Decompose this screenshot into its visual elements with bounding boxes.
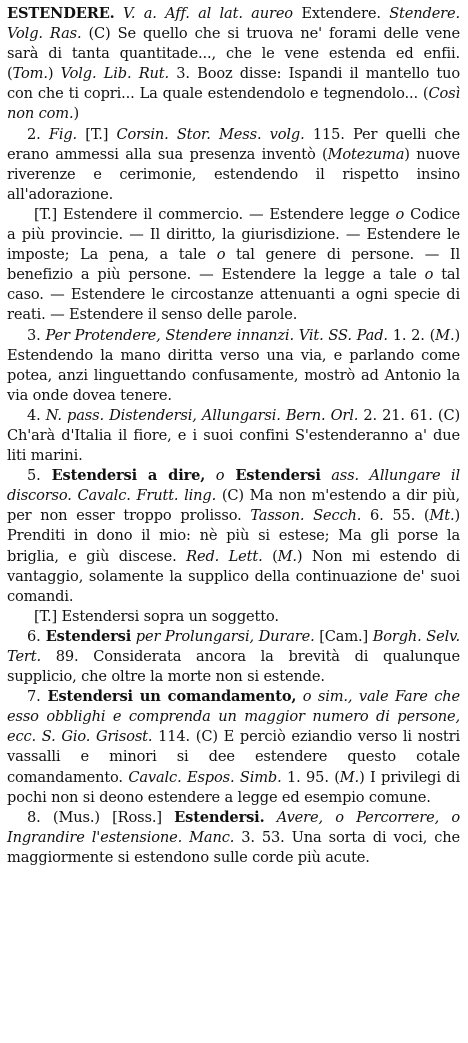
text: ) Estendendo la mano diritta verso una via, e parlando come potea, anzi linguettando confusamente, mostrò ad Antonio la via onde dovea tenere. (7, 326, 460, 404)
text: 6. 55. ( (361, 507, 430, 525)
citation: M. (277, 547, 297, 565)
text: Codice a più provincie. — Il diritto, la giurisdizione. — Estendere le imposte; La pena, a tale (7, 205, 460, 264)
citation: Red. Lett. (186, 547, 263, 565)
text: 1. 2. ( (387, 326, 436, 344)
sense-label: per Prolungarsi, Durare. (131, 627, 315, 645)
sense-label: ass. Allungare il discorso. Cavalc. Frutt. ling. (7, 467, 460, 505)
entry-paragraph-5 (7, 466, 460, 607)
entry-paragraph-6 (7, 627, 460, 687)
citation: M. (339, 768, 360, 786)
citation: Corsin. Stor. Mess. volg. (116, 125, 305, 143)
citation: Mt. (429, 507, 455, 525)
entry-paragraph-5b (7, 607, 460, 627)
text: 2. 21. 61. (C) Ch'arà d'Italia il fiore, e i suoi confini S'estenderanno a' due liti marini. (7, 406, 460, 465)
text: [T.] Estendere il commercio. — Estendere legge (34, 205, 396, 223)
citation: Volg. Lib. Rut. (60, 65, 170, 83)
text: ) (47, 65, 61, 83)
conjunction: o (216, 246, 226, 264)
text: 89. Considerata ancora la brevità di qualunque supplicio, che oltre la morte non si estende. (7, 648, 460, 686)
text: ) Prenditi in dono il mio: nè più si estese; Ma gli porse la briglia, e giù discese. (7, 507, 460, 565)
sense-number: 4. (27, 406, 41, 424)
sense-label: o sim., vale Fare che esso obblighi e comprenda un maggior numero di persone, ecc. S. Gio. Grisost. (7, 688, 460, 746)
sense-number: 3. (27, 326, 41, 344)
sense-label: Per Protendere, Stendere innanzi. Vit. SS. Pad. (40, 326, 388, 344)
text: ) Non mi estendo di vantaggio, solamente la supplico della continuazione de' suoi comandi. (7, 547, 460, 605)
citation: Tasson. Secch. (250, 507, 362, 525)
sense-label: Avere, o Percorrere, o Ingrandire l'estensione. Manc. (7, 808, 461, 846)
text: ) (73, 105, 80, 123)
text: [T.] Estendersi sopra un soggetto. (34, 607, 279, 625)
text: Extendere. (292, 5, 390, 22)
entry-paragraph-2b (7, 205, 460, 326)
grammar-note: V. a. Aff. al lat. aureo (123, 5, 293, 22)
phrase: Estendersi un comandamento, (40, 688, 297, 706)
text: ) I privilegi di pochi non si deono estendere a legge ed esempio comune. (7, 768, 461, 806)
text: tal genere di persone. — Il benefizio a più persone. — Estendere la legge a tale (7, 246, 461, 284)
phrase: Estendersi a dire, (40, 467, 206, 485)
entry-paragraph-1 (7, 4, 460, 125)
citation: Borgh. Selv. Tert. (7, 627, 460, 665)
text: ( (262, 547, 278, 565)
sense-number: 8. (27, 808, 41, 826)
citation: Motezuma (327, 145, 405, 163)
text: 115. Per quelli che erano ammessi alla sua presenza inventò ( (7, 125, 460, 163)
phrase: Estendersi. (174, 808, 265, 826)
sense-number: 6. (27, 627, 41, 645)
phrase: Estendersi (224, 467, 321, 485)
sense-label: N. pass. Distendersi, Allungarsi. Bern. Orl. (40, 406, 359, 424)
citation: Stendere. Volg. Ras. (7, 5, 460, 43)
text: (C) Ma non m'estendo a dir più, per non esser troppo prolisso. (7, 487, 460, 525)
text: [Cam.] (314, 627, 373, 645)
text: 1. 95. ( (281, 768, 340, 786)
conjunction: o (395, 205, 405, 223)
sense-label: Fig. (40, 125, 78, 143)
entry-paragraph-8 (7, 808, 460, 868)
text: 3. 53. Una sorta di voci, che maggiormente si estendono sulle corde più acute. (7, 828, 460, 866)
conjunction: o (205, 467, 225, 485)
text: (C) Se quello che si truova ne' forami delle vene sarà di tanta quantitade..., che le vene estenda ed enfii. ( (7, 25, 460, 83)
conjunction: o (424, 266, 434, 284)
sense-number: 2. (27, 125, 41, 143)
citation: Cavalc. Espos. Simb. (128, 768, 282, 786)
text: ) nuove riverenze e cerimonie, estendendo il rispetto insino all'adorazione. (7, 145, 460, 203)
text: 3. Booz disse: Ispandi il mantello tuo con che ti copri... La quale estendendolo e tegnendolo... ( (7, 65, 460, 103)
entry-paragraph-3 (7, 326, 460, 406)
text: [T.] (77, 125, 117, 143)
citation: M. (435, 326, 455, 344)
headword: ESTENDERE. (7, 5, 115, 22)
text: tal caso. — Estendere le circostanze attenuanti a ogni specie di reati. — Estendere il senso delle parole. (7, 266, 461, 324)
phrase: Estendersi (40, 627, 132, 645)
text: 114. (C) E perciò eziandio verso li nostri vassalli e minori si dee estendere questo cotale comandamento. (7, 728, 460, 786)
citation: Tom. (12, 65, 48, 83)
entry-paragraph-4 (7, 406, 460, 466)
note: Così non com. (7, 85, 460, 123)
sense-number: 5. (27, 467, 41, 485)
text: (Mus.) [Ross.] (40, 808, 175, 826)
sense-number: 7. (27, 688, 41, 706)
entry-paragraph-7 (7, 687, 460, 808)
entry-paragraph-2 (7, 125, 460, 205)
